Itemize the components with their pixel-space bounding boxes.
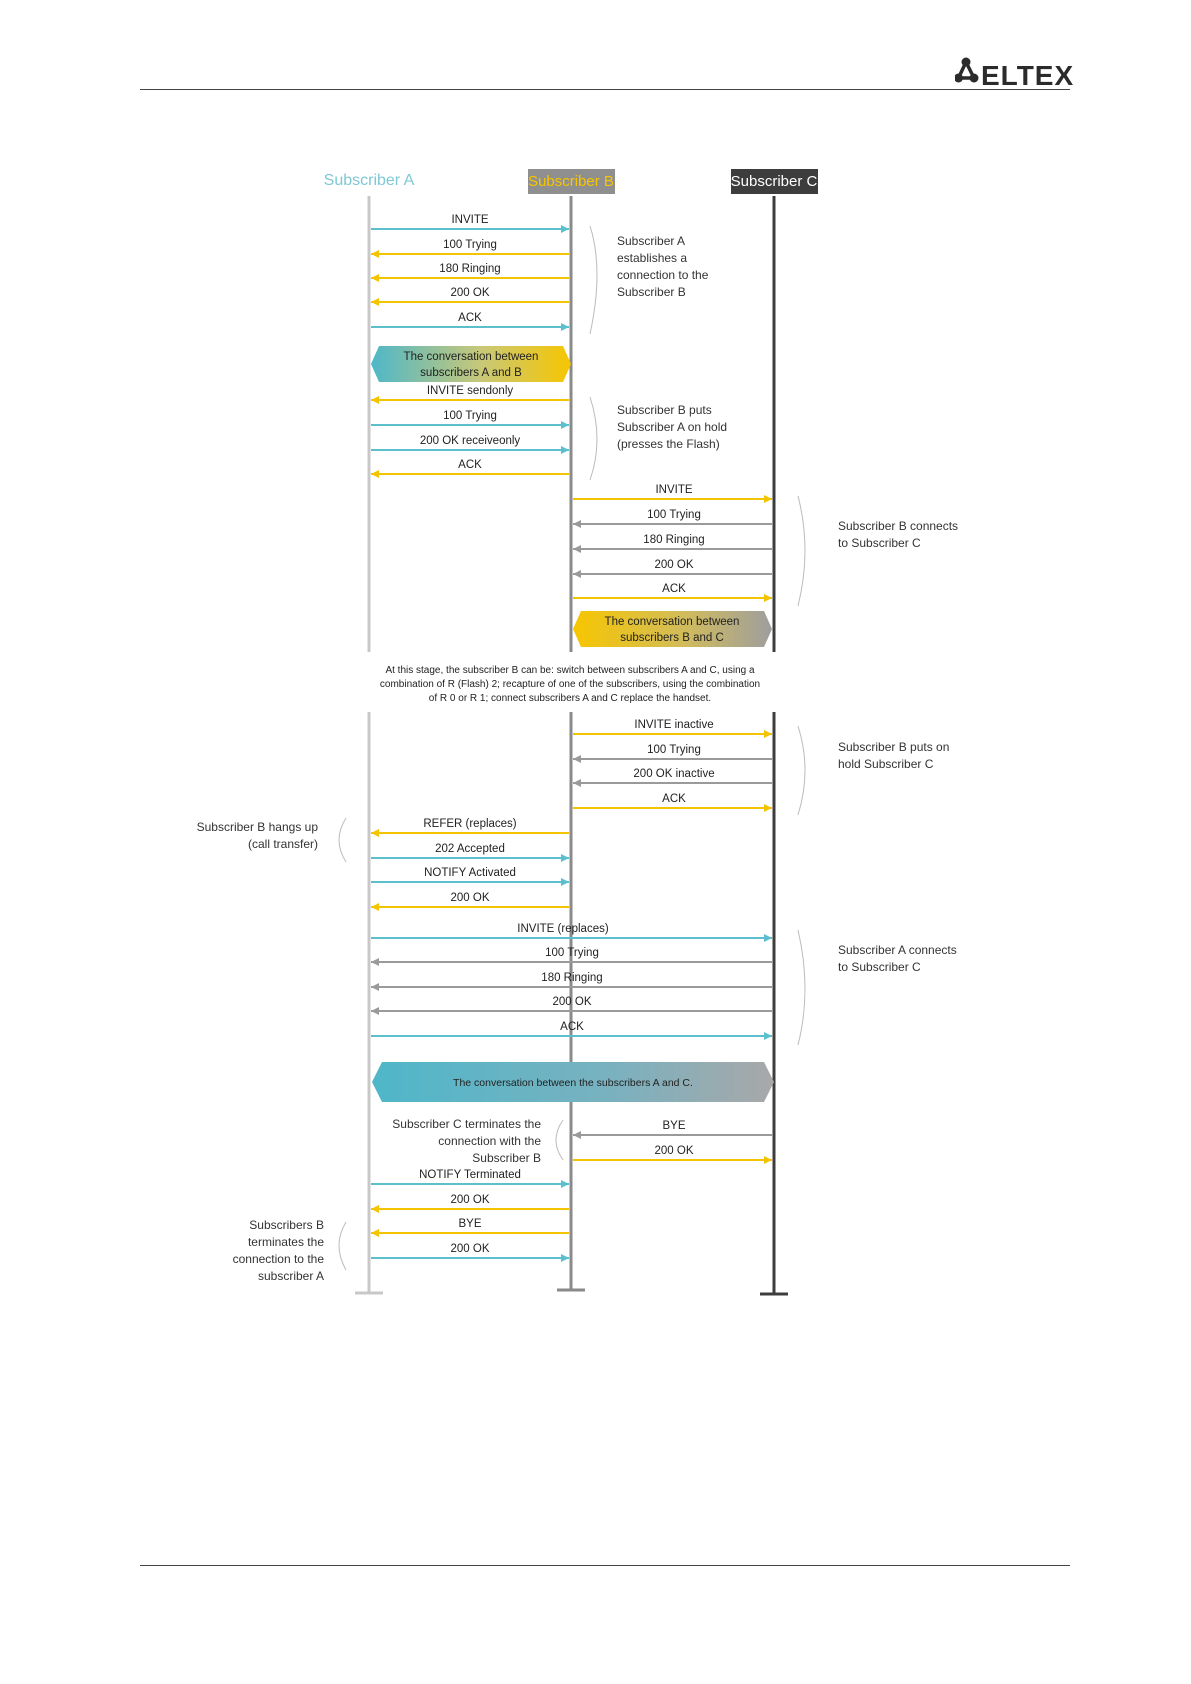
- note-c-terminates-line3: Subscriber B: [472, 1151, 541, 1165]
- msg-180-ringing-cb: [573, 534, 772, 553]
- msg-100-trying-cb-2: [573, 744, 772, 763]
- stage-note-line3: of R 0 or R 1; connect subscribers A and C replace the handset.: [428, 693, 712, 704]
- note-a-establishes-line1: Subscriber A: [617, 234, 686, 248]
- note-b-terminates-line3: connection to the: [232, 1252, 324, 1266]
- msg-200-ok-cb: [573, 559, 772, 578]
- conversation-ac-label: The conversation between the subscribers A and C.: [453, 1077, 693, 1089]
- note-b-terminates-line2: terminates the: [247, 1235, 324, 1249]
- note-b-connects-c-line2: to Subscriber C: [838, 536, 921, 550]
- msg-invite-bc: [573, 484, 772, 503]
- msg-100-trying-ab: [371, 410, 569, 429]
- note-b-terminates-line1: Subscribers B: [249, 1218, 324, 1232]
- conversation-bc-line2: subscribers B and C: [620, 632, 724, 644]
- msg-bye-ba: [371, 1218, 569, 1237]
- msg-200-ok-ca-label: 200 OK: [552, 996, 592, 1008]
- msg-invite-inactive-bc: [573, 719, 772, 738]
- msg-invite-bc-label: INVITE: [655, 484, 693, 496]
- msg-bye-cb: [573, 1120, 772, 1139]
- msg-200-ok-ba-label: 200 OK: [450, 287, 490, 299]
- msg-refer-replaces-ba-label: REFER (replaces): [423, 818, 517, 830]
- conversation-ab-banner: [371, 346, 571, 382]
- stage-note-line2: combination of R (Flash) 2; recapture of one of the subscribers, using the combination: [379, 679, 761, 690]
- note-a-establishes: [617, 234, 709, 299]
- conversation-bc-line1: The conversation between: [604, 616, 740, 628]
- msg-100-trying-ab-label: 100 Trying: [443, 410, 497, 422]
- note-b-puts-c-hold: [838, 740, 949, 771]
- msg-bye-cb-label: BYE: [662, 1120, 686, 1132]
- note-b-terminates-line4: subscriber A: [257, 1269, 324, 1283]
- conversation-ac-banner: [372, 1062, 774, 1102]
- stage-note-line1: At this stage, the subscriber B can be: switch between subscribers A and C, using a: [385, 665, 755, 676]
- msg-ack-ab: [371, 312, 569, 331]
- msg-200-ok-receiveonly-ab-label: 200 OK receiveonly: [419, 435, 521, 447]
- msg-200-ok-ba-3: [371, 1194, 569, 1213]
- msg-200-ok-bc: [573, 1145, 772, 1164]
- msg-200-ok-receiveonly-ab: [371, 435, 569, 454]
- msg-180-ringing-ba: [371, 263, 569, 282]
- note-b-hangs-up: [197, 820, 319, 851]
- msg-refer-replaces-ba: [371, 818, 569, 837]
- msg-100-trying-ba: [371, 239, 569, 258]
- msg-200-ok-ba-2: [371, 892, 569, 911]
- stage-note: [380, 665, 760, 704]
- msg-ack-ba: [371, 459, 569, 478]
- msg-invite-ab-label: INVITE: [451, 214, 489, 226]
- msg-200-ok-ba-2-label: 200 OK: [450, 892, 490, 904]
- note-a-connects-c: [838, 943, 957, 974]
- note-b-connects-c: [838, 519, 958, 550]
- note-b-puts-a-hold: [617, 403, 727, 451]
- msg-200-ok-cb-label: 200 OK: [654, 559, 694, 571]
- msg-notify-activated-ab-label: NOTIFY Activated: [424, 867, 516, 879]
- msg-200-ok-inactive-cb: [573, 768, 772, 787]
- msg-invite-ab: [371, 214, 569, 233]
- msg-notify-terminated-ab: [371, 1169, 569, 1188]
- msg-202-accepted-ab: [371, 843, 569, 862]
- msg-notify-activated-ab: [371, 867, 569, 886]
- note-c-terminates-line1: Subscriber C terminates the: [392, 1117, 541, 1131]
- note-a-connects-c-line1: Subscriber A connects: [838, 943, 957, 957]
- participant-a-label: Subscriber A: [323, 172, 415, 189]
- msg-100-trying-ba-label: 100 Trying: [443, 239, 497, 251]
- msg-180-ringing-cb-label: 180 Ringing: [643, 534, 705, 546]
- note-b-hangs-up-line2: (call transfer): [247, 837, 318, 851]
- msg-ack-bc: [573, 583, 772, 602]
- msg-ack-bc-2: [573, 793, 772, 812]
- msg-200-ok-ab-final: [371, 1243, 569, 1262]
- msg-200-ok-ba-3-label: 200 OK: [450, 1194, 490, 1206]
- conversation-bc-banner: [573, 611, 772, 647]
- lifeline-c: [760, 196, 788, 1294]
- msg-bye-ba-label: BYE: [458, 1218, 482, 1230]
- conversation-ab-line1: The conversation between: [403, 351, 539, 363]
- msg-180-ringing-ca-label: 180 Ringing: [541, 972, 603, 984]
- participant-a: [324, 172, 415, 189]
- msg-202-accepted-ab-label: 202 Accepted: [435, 843, 505, 855]
- msg-200-ok-ab-final-label: 200 OK: [450, 1243, 490, 1255]
- msg-100-trying-cb: [573, 509, 772, 528]
- participant-b: [528, 169, 615, 194]
- note-b-terminates: [233, 1218, 325, 1283]
- msg-100-trying-cb-2-label: 100 Trying: [647, 744, 701, 756]
- note-a-establishes-line3: connection to the: [617, 268, 709, 282]
- note-b-puts-a-hold-line1: Subscriber B puts: [617, 403, 712, 417]
- msg-100-trying-ca-label: 100 Trying: [545, 947, 599, 959]
- participant-c-label: Subscriber C: [730, 173, 818, 190]
- msg-ack-ac-label: ACK: [560, 1021, 584, 1033]
- msg-invite-inactive-bc-label: INVITE inactive: [634, 719, 714, 731]
- note-b-puts-a-hold-line2: Subscriber A on hold: [617, 420, 728, 434]
- msg-ack-ba-label: ACK: [458, 459, 482, 471]
- msg-ack-bc-label: ACK: [662, 583, 686, 595]
- note-a-establishes-line2: establishes a: [617, 251, 688, 265]
- msg-180-ringing-ba-label: 180 Ringing: [439, 263, 501, 275]
- participant-b-label: Subscriber B: [528, 173, 614, 190]
- msg-invite-replaces-ac-label: INVITE (replaces): [517, 923, 609, 935]
- msg-notify-terminated-ab-label: NOTIFY Terminated: [419, 1169, 521, 1181]
- note-a-connects-c-line2: to Subscriber C: [838, 960, 921, 974]
- conversation-ab-line2: subscribers A and B: [420, 367, 522, 379]
- note-b-puts-a-hold-line3: (presses the Flash): [617, 437, 720, 451]
- note-b-puts-c-hold-line1: Subscriber B puts on: [838, 740, 950, 754]
- msg-200-ok-inactive-cb-label: 200 OK inactive: [633, 768, 715, 780]
- participant-c: [731, 169, 818, 194]
- note-c-terminates-line2: connection with the: [438, 1134, 541, 1148]
- msg-ack-bc-2-label: ACK: [662, 793, 686, 805]
- msg-ack-ab-label: ACK: [458, 312, 482, 324]
- note-b-hangs-up-line1: Subscriber B hangs up: [196, 820, 318, 834]
- note-b-puts-c-hold-line2: hold Subscriber C: [838, 757, 934, 771]
- msg-invite-sendonly-ba: [371, 385, 569, 404]
- msg-invite-sendonly-ba-label: INVITE sendonly: [426, 385, 514, 397]
- msg-100-trying-cb-label: 100 Trying: [647, 509, 701, 521]
- note-c-terminates: [392, 1117, 541, 1165]
- msg-200-ok-bc-label: 200 OK: [654, 1145, 694, 1157]
- logo-text: ELTEX: [981, 60, 1075, 91]
- note-b-connects-c-line1: Subscriber B connects: [838, 519, 959, 533]
- note-a-establishes-line4: Subscriber B: [617, 285, 686, 299]
- msg-200-ok-ba: [371, 287, 569, 306]
